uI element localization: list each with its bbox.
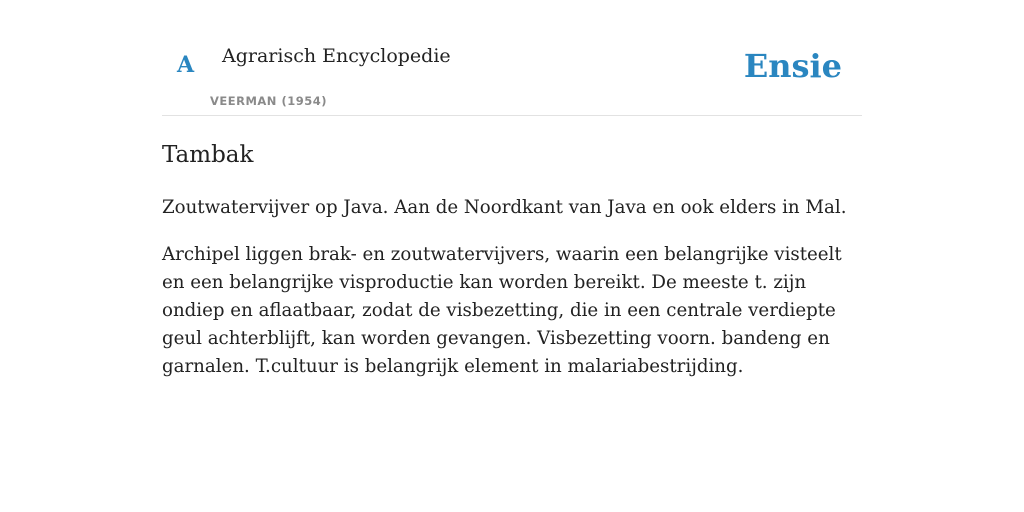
article-title: Tambak bbox=[162, 142, 254, 168]
article bbox=[162, 139, 862, 381]
header bbox=[162, 0, 862, 116]
encyclopedia-logo[interactable]: A bbox=[177, 52, 195, 78]
article-paragraph: Zoutwatervijver op Java. Aan de Noordkant van Java en ook elders in Mal. bbox=[162, 197, 847, 218]
brand-logo-link[interactable]: Ensie bbox=[743, 47, 842, 85]
article-paragraph: Archipel liggen brak- en zoutwatervijvers, waarin een belangrijke visteelt en een belangrijke visproductie kan worden bereikt. De meeste t. zijn ondiep en aflaatbaar, zodat de visbezetting, die in een centrale verdiepte geul achterblijft, kan worden gevangen. Visbezetting voorn. bandeng en garnalen. T.cultuur is belangrijk element in malariabestrijding. bbox=[162, 244, 842, 377]
encyclopedia-subtitle: VEERMAN (1954) bbox=[210, 94, 327, 108]
encyclopedia-title[interactable]: Agrarisch Encyclopedie bbox=[222, 45, 451, 67]
page bbox=[162, 0, 862, 381]
